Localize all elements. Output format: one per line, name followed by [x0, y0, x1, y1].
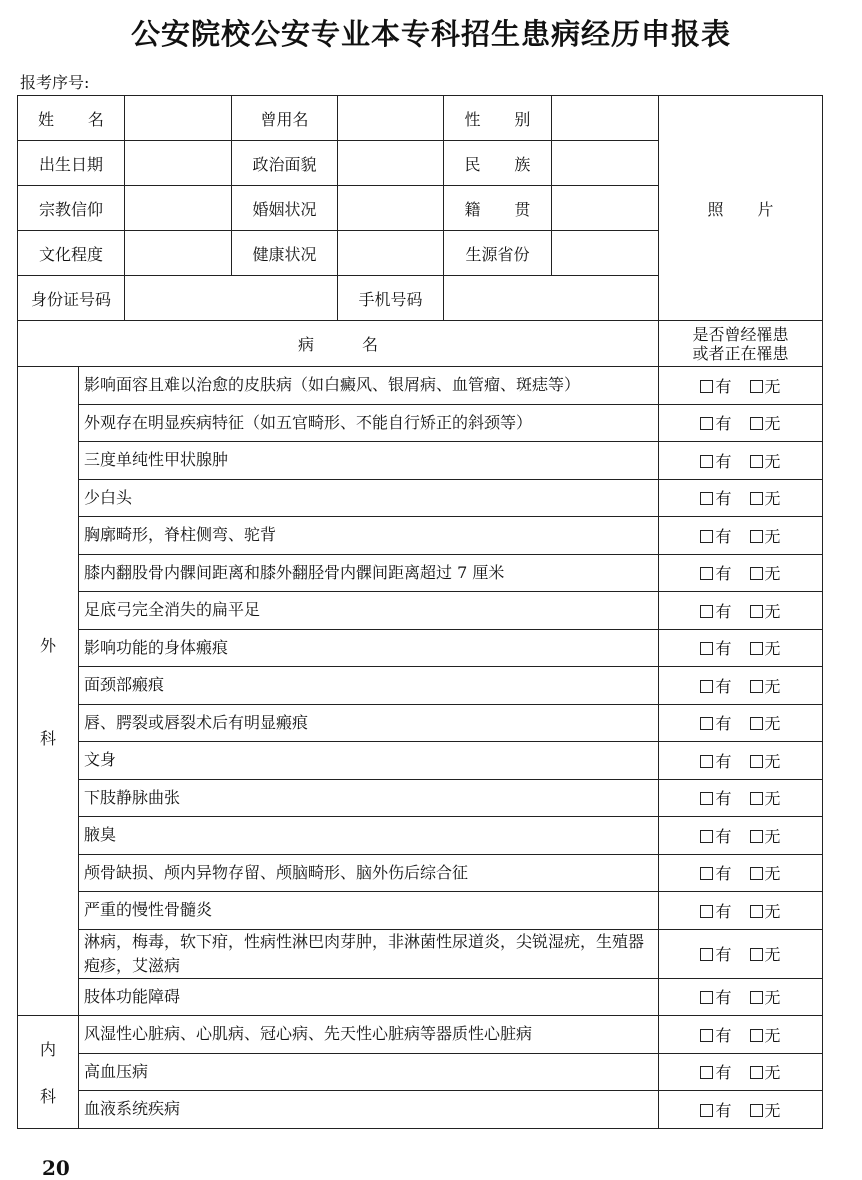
disease-name: 足底弓完全消失的扁平足: [79, 592, 659, 630]
option-no-label: 无: [764, 451, 781, 471]
option-yes-label: 有: [715, 1063, 732, 1083]
checkbox-square-icon[interactable]: [750, 1066, 763, 1079]
political-status-field[interactable]: [338, 141, 444, 186]
native-place-label: 籍 贯: [444, 186, 552, 231]
ethnicity-label: 民 族: [444, 141, 552, 186]
name-field[interactable]: [125, 96, 232, 141]
option-yes-label: 有: [715, 789, 732, 809]
id-number-label: 身份证号码: [18, 276, 125, 321]
option-no-label: 无: [764, 901, 781, 921]
disease-name: 面颈部瘢痕: [79, 667, 659, 705]
option-no-label: 无: [764, 1025, 781, 1045]
id-number-field[interactable]: [125, 276, 338, 321]
option-no-checkbox[interactable]: [750, 489, 781, 508]
option-yes-checkbox[interactable]: [700, 714, 731, 733]
category-char: 科: [39, 729, 56, 748]
disease-status-options: [659, 742, 823, 780]
health-status-field[interactable]: [338, 231, 444, 276]
option-no-label: 无: [764, 639, 781, 659]
option-yes-label: 有: [715, 988, 732, 1008]
option-no-label: 无: [764, 489, 781, 509]
checkbox-square-icon[interactable]: [750, 567, 763, 580]
option-yes-label: 有: [715, 826, 732, 846]
option-yes-label: 有: [715, 1025, 732, 1045]
option-no-label: 无: [764, 376, 781, 396]
disease-row: [18, 817, 823, 855]
option-yes-checkbox[interactable]: [700, 1026, 731, 1045]
option-yes-checkbox[interactable]: [700, 564, 731, 583]
checkbox-square-icon[interactable]: [700, 991, 713, 1004]
option-yes-checkbox[interactable]: [700, 789, 731, 808]
option-no-label: 无: [764, 676, 781, 696]
checkbox-square-icon[interactable]: [700, 1029, 713, 1042]
checkbox-square-icon[interactable]: [700, 948, 713, 961]
disease-name: 唇、腭裂或唇裂术后有明显瘢痕: [79, 704, 659, 742]
option-no-checkbox[interactable]: [750, 602, 781, 621]
political-status-label: 政治面貌: [232, 141, 338, 186]
marital-status-field[interactable]: [338, 186, 444, 231]
disease-name: 三度单纯性甲状腺肿: [79, 442, 659, 480]
checkbox-square-icon[interactable]: [700, 530, 713, 543]
option-yes-checkbox[interactable]: [700, 527, 731, 546]
checkbox-square-icon[interactable]: [700, 567, 713, 580]
disease-row: [18, 892, 823, 930]
disease-status-options: [659, 554, 823, 592]
option-yes-label: 有: [715, 864, 732, 884]
checkbox-square-icon[interactable]: [700, 717, 713, 730]
checkbox-square-icon[interactable]: [750, 455, 763, 468]
phone-field[interactable]: [444, 276, 659, 321]
option-no-checkbox[interactable]: [750, 564, 781, 583]
option-yes-checkbox[interactable]: [700, 827, 731, 846]
disease-status-options: [659, 854, 823, 892]
disease-row: [18, 592, 823, 630]
option-no-checkbox[interactable]: [750, 752, 781, 771]
disease-status-options: [659, 367, 823, 405]
option-yes-checkbox[interactable]: [700, 1101, 731, 1120]
disease-row: [18, 1091, 823, 1129]
option-no-label: 无: [764, 751, 781, 771]
option-yes-checkbox[interactable]: [700, 639, 731, 658]
religion-field[interactable]: [125, 186, 232, 231]
name-label: 姓 名: [18, 96, 125, 141]
serial-number-label: 报考序号:: [20, 73, 90, 92]
category-char: 科: [39, 1086, 56, 1106]
source-province-field[interactable]: [552, 231, 659, 276]
checkbox-square-icon[interactable]: [700, 492, 713, 505]
option-no-checkbox[interactable]: [750, 1063, 781, 1082]
option-no-label: 无: [764, 1100, 781, 1120]
checkbox-square-icon[interactable]: [700, 755, 713, 768]
option-no-label: 无: [764, 864, 781, 884]
checkbox-square-icon[interactable]: [750, 492, 763, 505]
checkbox-square-icon[interactable]: [750, 642, 763, 655]
checkbox-square-icon[interactable]: [750, 717, 763, 730]
disease-status-options: [659, 629, 823, 667]
disease-status-options: [659, 978, 823, 1016]
disease-row: [18, 929, 823, 978]
option-yes-checkbox[interactable]: [700, 1063, 731, 1082]
disease-status-options: [659, 779, 823, 817]
checkbox-square-icon[interactable]: [750, 948, 763, 961]
checkbox-square-icon[interactable]: [750, 867, 763, 880]
disease-name-header: 病名: [18, 321, 659, 367]
disease-row: [18, 367, 823, 405]
disease-row: [18, 704, 823, 742]
option-yes-label: 有: [715, 526, 732, 546]
disease-status-options: [659, 892, 823, 930]
option-yes-label: 有: [715, 676, 732, 696]
disease-row: [18, 1016, 823, 1054]
disease-row: [18, 742, 823, 780]
disease-status-options: [659, 704, 823, 742]
category-char: 外: [39, 636, 56, 655]
disease-status-options: [659, 442, 823, 480]
option-no-checkbox[interactable]: [750, 1101, 781, 1120]
checkbox-square-icon[interactable]: [700, 680, 713, 693]
phone-label: 手机号码: [338, 276, 444, 321]
checkbox-square-icon[interactable]: [700, 1104, 713, 1117]
former-name-label: 曾用名: [232, 96, 338, 141]
disease-name: 外观存在明显疾病特征（如五官畸形、不能自行矫正的斜颈等）: [79, 404, 659, 442]
option-no-label: 无: [764, 714, 781, 734]
disease-status-options: [659, 817, 823, 855]
option-yes-label: 有: [715, 564, 732, 584]
option-no-checkbox[interactable]: [750, 864, 781, 883]
disease-name: 高血压病: [79, 1053, 659, 1091]
option-yes-checkbox[interactable]: [700, 489, 731, 508]
birth-date-field[interactable]: [125, 141, 232, 186]
disease-row: [18, 667, 823, 705]
option-no-label: 无: [764, 945, 781, 964]
option-yes-checkbox[interactable]: [700, 988, 731, 1007]
disease-row: [18, 1053, 823, 1091]
checkbox-square-icon[interactable]: [700, 605, 713, 618]
disease-status-options: [659, 1016, 823, 1054]
checkbox-square-icon[interactable]: [750, 755, 763, 768]
option-no-checkbox[interactable]: [750, 789, 781, 808]
disease-status-options: [659, 1091, 823, 1129]
disease-name: 影响面容且难以治愈的皮肤病（如白癜风、银屑病、血管瘤、斑痣等）: [79, 367, 659, 405]
checkbox-square-icon[interactable]: [700, 867, 713, 880]
disease-name: 风湿性心脏病、心肌病、冠心病、先天性心脏病等器质性心脏病: [79, 1016, 659, 1054]
disease-row: [18, 779, 823, 817]
disease-name: 严重的慢性骨髓炎: [79, 892, 659, 930]
disease-name: 腋臭: [79, 817, 659, 855]
checkbox-square-icon[interactable]: [750, 605, 763, 618]
disease-status-options: [659, 667, 823, 705]
disease-row: [18, 978, 823, 1016]
option-yes-checkbox[interactable]: [700, 677, 731, 696]
disease-status-options: [659, 1053, 823, 1091]
disease-name: 淋病，梅毒，软下疳，性病性淋巴肉芽肿，非淋菌性尿道炎，尖锐湿疣，生殖器疱疹，艾滋病: [79, 929, 659, 978]
checkbox-square-icon[interactable]: [750, 991, 763, 1004]
former-name-field[interactable]: [338, 96, 444, 141]
disease-name: 文身: [79, 742, 659, 780]
option-no-checkbox[interactable]: [750, 639, 781, 658]
disease-name: 肢体功能障碍: [79, 978, 659, 1016]
disease-table: [17, 366, 823, 1129]
disease-name: 膝内翻股骨内髁间距离和膝外翻胫骨内髁间距离超过 7 厘米: [79, 554, 659, 592]
education-label: 文化程度: [18, 231, 125, 276]
option-yes-label: 有: [715, 414, 732, 434]
disease-status-options: [659, 929, 823, 978]
ethnicity-field[interactable]: [552, 141, 659, 186]
checkbox-square-icon[interactable]: [750, 905, 763, 918]
checkbox-square-icon[interactable]: [700, 455, 713, 468]
checkbox-square-icon[interactable]: [750, 380, 763, 393]
disease-status-options: [659, 404, 823, 442]
option-yes-label: 有: [715, 489, 732, 509]
photo-area[interactable]: 照 片: [659, 96, 823, 321]
option-yes-checkbox[interactable]: [700, 452, 731, 471]
checkbox-square-icon[interactable]: [750, 830, 763, 843]
option-yes-label: 有: [715, 751, 732, 771]
native-place-field[interactable]: [552, 186, 659, 231]
disease-name: 少白头: [79, 479, 659, 517]
option-yes-label: 有: [715, 945, 732, 964]
option-no-checkbox[interactable]: [750, 988, 781, 1007]
option-no-label: 无: [764, 414, 781, 434]
checkbox-square-icon[interactable]: [750, 1104, 763, 1117]
category-label: [18, 367, 79, 1016]
option-no-checkbox[interactable]: [750, 827, 781, 846]
option-yes-checkbox[interactable]: [700, 414, 731, 433]
option-yes-label: 有: [715, 601, 732, 621]
checkbox-square-icon[interactable]: [750, 680, 763, 693]
checkbox-square-icon[interactable]: [750, 792, 763, 805]
disease-row: [18, 442, 823, 480]
option-no-checkbox[interactable]: [750, 902, 781, 921]
option-no-checkbox[interactable]: [750, 714, 781, 733]
option-no-label: 无: [764, 789, 781, 809]
checkbox-square-icon[interactable]: [700, 830, 713, 843]
option-no-label: 无: [764, 564, 781, 584]
checkbox-square-icon[interactable]: [700, 1066, 713, 1079]
disease-row: [18, 554, 823, 592]
category-char: 内: [39, 1039, 56, 1059]
disease-row: [18, 629, 823, 667]
gender-field[interactable]: [552, 96, 659, 141]
option-yes-label: 有: [715, 1100, 732, 1120]
checkbox-square-icon[interactable]: [700, 642, 713, 655]
option-no-checkbox[interactable]: [750, 377, 781, 396]
option-no-checkbox[interactable]: [750, 452, 781, 471]
disease-name: 颅骨缺损、颅内异物存留、颅脑畸形、脑外伤后综合征: [79, 854, 659, 892]
option-no-label: 无: [764, 1063, 781, 1083]
form-title: 公安院校公安专业本专科招生患病经历申报表: [130, 17, 731, 51]
checkbox-square-icon[interactable]: [700, 905, 713, 918]
option-no-label: 无: [764, 988, 781, 1008]
disease-name: 影响功能的身体瘢痕: [79, 629, 659, 667]
option-yes-label: 有: [715, 901, 732, 921]
disease-row: [18, 517, 823, 555]
option-yes-label: 有: [715, 714, 732, 734]
disease-status-options: [659, 592, 823, 630]
option-yes-label: 有: [715, 639, 732, 659]
status-header: 是否曾经罹患 或者正在罹患: [659, 321, 823, 367]
disease-name: 血液系统疾病: [79, 1091, 659, 1129]
religion-label: 宗教信仰: [18, 186, 125, 231]
option-no-checkbox[interactable]: [750, 1026, 781, 1045]
option-no-checkbox[interactable]: [750, 677, 781, 696]
disease-name: 下肢静脉曲张: [79, 779, 659, 817]
disease-status-options: [659, 517, 823, 555]
option-yes-checkbox[interactable]: [700, 752, 731, 771]
education-field[interactable]: [125, 231, 232, 276]
personal-info-table: [17, 95, 823, 367]
option-no-checkbox[interactable]: [750, 527, 781, 546]
source-province-label: 生源省份: [444, 231, 552, 276]
category-label: [18, 1016, 79, 1129]
disease-name: 胸廓畸形，脊柱侧弯、驼背: [79, 517, 659, 555]
disease-row: [18, 479, 823, 517]
option-yes-checkbox[interactable]: [700, 864, 731, 883]
checkbox-square-icon[interactable]: [700, 380, 713, 393]
checkbox-square-icon[interactable]: [750, 417, 763, 430]
disease-row: [18, 854, 823, 892]
checkbox-square-icon[interactable]: [750, 530, 763, 543]
option-yes-label: 有: [715, 376, 732, 396]
option-yes-label: 有: [715, 451, 732, 471]
option-yes-checkbox[interactable]: [700, 945, 731, 964]
option-no-label: 无: [764, 526, 781, 546]
option-yes-checkbox[interactable]: [700, 602, 731, 621]
checkbox-square-icon[interactable]: [700, 417, 713, 430]
disease-status-options: [659, 479, 823, 517]
checkbox-square-icon[interactable]: [700, 792, 713, 805]
option-yes-checkbox[interactable]: [700, 902, 731, 921]
marital-status-label: 婚姻状况: [232, 186, 338, 231]
gender-label: 性 别: [444, 96, 552, 141]
health-status-label: 健康状况: [232, 231, 338, 276]
page-number: 20: [42, 1156, 70, 1180]
checkbox-square-icon[interactable]: [750, 1029, 763, 1042]
option-no-checkbox[interactable]: [750, 414, 781, 433]
option-no-label: 无: [764, 826, 781, 846]
birth-date-label: 出生日期: [18, 141, 125, 186]
option-yes-checkbox[interactable]: [700, 377, 731, 396]
option-no-checkbox[interactable]: [750, 945, 781, 964]
option-no-label: 无: [764, 601, 781, 621]
disease-row: [18, 404, 823, 442]
